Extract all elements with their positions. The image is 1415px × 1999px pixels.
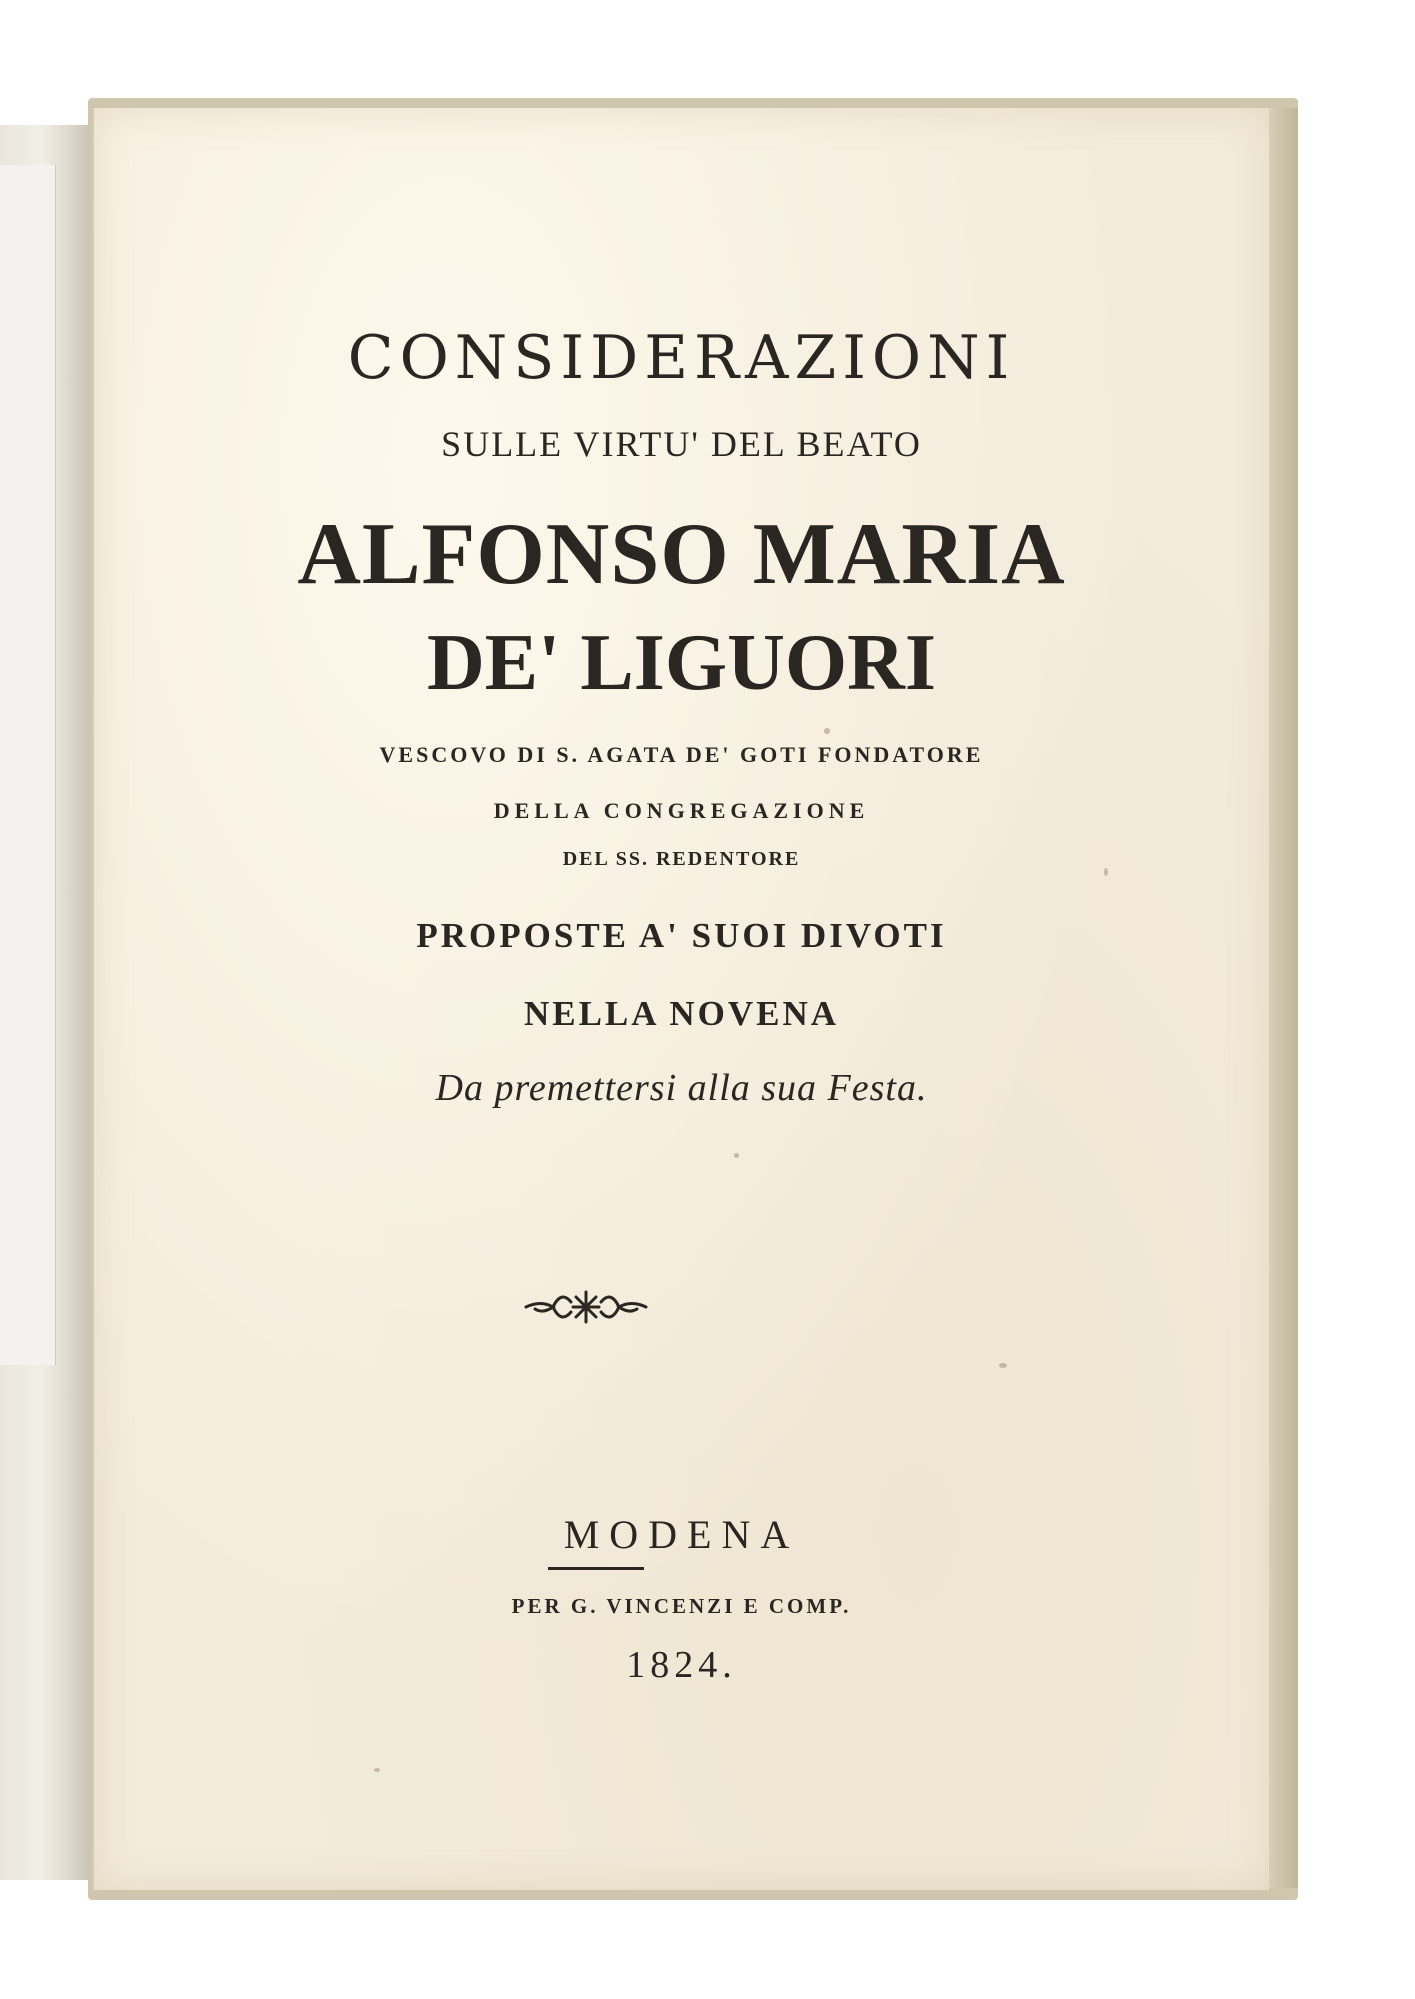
description-vescovo: VESCOVO DI S. AGATA DE' GOTI FONDATORE — [379, 742, 984, 767]
board-edge — [1268, 108, 1298, 1888]
title-page — [92, 108, 1269, 1890]
description-congregazione: DELLA CONGREGAZIONE — [493, 798, 870, 823]
foxing-spot — [999, 1363, 1007, 1368]
adjacent-page-edge — [0, 125, 94, 1880]
foxing-spot — [824, 728, 830, 734]
imprint-year: 1824. — [626, 1644, 737, 1686]
imprint-place: MODENA — [563, 1512, 800, 1557]
foxing-spot — [374, 1768, 380, 1772]
foxing-spot — [734, 1153, 739, 1158]
title-considerazioni: CONSIDERAZIONI — [347, 323, 1016, 393]
name-de-liguori: DE' LIGUORI — [427, 619, 936, 707]
foxing-spot — [1104, 868, 1108, 876]
subtitle-virtu: SULLE VIRTU' DEL BEATO — [441, 424, 922, 464]
description-redentore: DEL SS. REDENTORE — [562, 848, 801, 870]
adjacent-page-inner — [0, 165, 56, 1365]
name-alfonso-maria: ALFONSO MARIA — [297, 506, 1066, 603]
proposte-line: PROPOSTE A' SUOI DIVOTI — [416, 916, 947, 955]
novena-line: NELLA NOVENA — [523, 994, 840, 1033]
imprint-rule — [548, 1567, 644, 1570]
imprint-printer: PER G. VINCENZI E COMP. — [511, 1594, 852, 1618]
fleuron-ornament-icon — [521, 1280, 651, 1330]
festa-line: Da premettersi alla sua Festa. — [435, 1067, 928, 1109]
